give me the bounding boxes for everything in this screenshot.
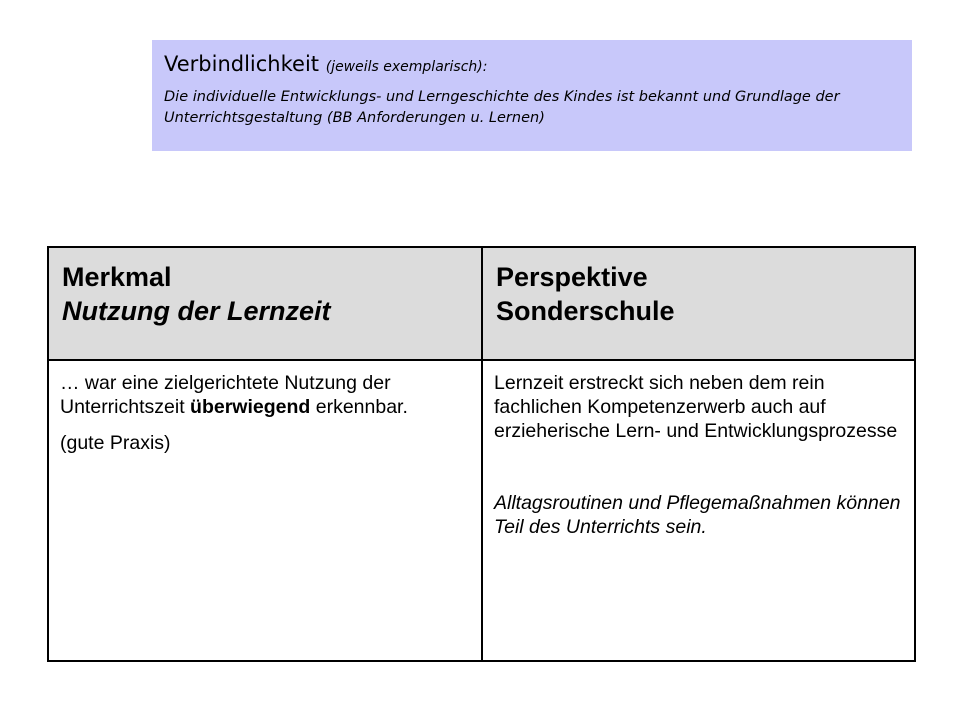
table-header-row: [48, 247, 915, 360]
criteria-table: [47, 246, 916, 662]
note-title-sub: (jeweils exemplarisch):: [325, 59, 488, 75]
note-text: Die individuelle Entwicklungs- und Lerngeschichte des Kindes ist bekannt und Grundlage der Unterrichtsgestaltung (BB Anforderungen u. Lernen): [164, 89, 840, 126]
good-practice-label: (gute Praxis): [60, 432, 171, 454]
note-title: [164, 50, 900, 81]
header-feature-line2: Nutzung der Lernzeit: [62, 296, 331, 326]
note-title-main: Verbindlichkeit: [164, 52, 320, 76]
header-perspective-line2: Sonderschule: [496, 296, 675, 326]
good-practice-description: [60, 371, 471, 419]
good-practice-text-end: erkennbar.: [310, 396, 408, 418]
obligation-note: [152, 40, 912, 151]
special-school-italic-paragraph: Alltagsroutinen und Pflegemaßnahmen können Teil des Unterrichts sein.: [494, 492, 901, 538]
cell-special-school: [482, 360, 915, 661]
special-school-paragraph: Lernzeit erstreckt sich neben dem rein fachlichen Kompetenzerwerb auch auf erzieherische Lern- und Entwicklungsprozesse: [494, 372, 898, 442]
header-perspective-line1: Perspektive: [496, 262, 648, 292]
good-practice-emphasis: überwiegend: [190, 396, 311, 418]
cell-good-practice: [48, 360, 482, 661]
header-feature: [48, 247, 482, 360]
table-row: [48, 360, 915, 661]
good-practice-text-start: … war eine zielgerichtete Nutzung der Unterrichtszeit: [60, 372, 391, 418]
header-feature-line1: Merkmal: [62, 262, 172, 292]
header-perspective: [482, 247, 915, 360]
